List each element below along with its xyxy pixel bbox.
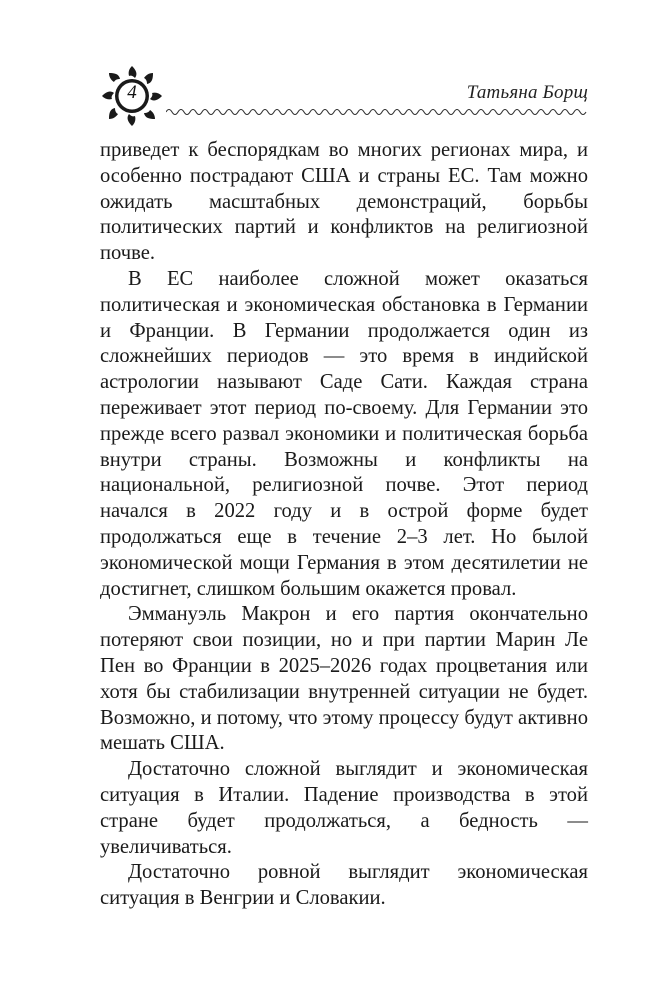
- page-number: 4: [127, 82, 137, 103]
- wavy-rule: [166, 106, 588, 118]
- page-body: [100, 138, 588, 912]
- paragraph: приведет к беспорядкам во многих регионах мира, и особенно пострадают США и страны ЕС. Там можно ожидать масштабных демонстраций, борьбы политических партий и конфликтов на религиозной почве.: [100, 139, 588, 265]
- paragraph: Эммануэль Макрон и его партия окончательно потеряют свои позиции, но и при партии Марин Ле Пен во Франции в 2025–2026 годах процветания или хотя бы стабилизации внутренней ситуации не будет. Возможно, и потому, что этому процессу будут активно мешать США.: [100, 603, 588, 755]
- paragraph: В ЕС наиболее сложной может оказаться политическая и экономическая обстановка в Германии и Франции. В Германии продолжается один из сложнейших периодов — это время в индийской астрологии называют Саде Сати. Каждая страна переживает этот период по-своему. Для Германии это прежде всего развал экономики и политическая борьба внутри страны. Возможны и конфликты на национальной, религиозной почве. Этот период начался в 2022 году и в острой форме будет продолжаться еще в течение 2–3 лет. Но былой экономической мощи Германия в этом десятилетии не достигнет, слишком большим окажется провал.: [100, 267, 588, 600]
- running-header-author: Татьяна Борщ: [466, 82, 588, 103]
- paragraph: Достаточно ровной выглядит экономическая ситуация в Венгрии и Словакии.: [100, 861, 588, 910]
- paragraph: Достаточно сложной выглядит и экономическая ситуация в Италии. Падение производства в этой стране будет продолжаться, а бедность — увеличиваться.: [100, 758, 588, 858]
- running-header: [100, 62, 588, 122]
